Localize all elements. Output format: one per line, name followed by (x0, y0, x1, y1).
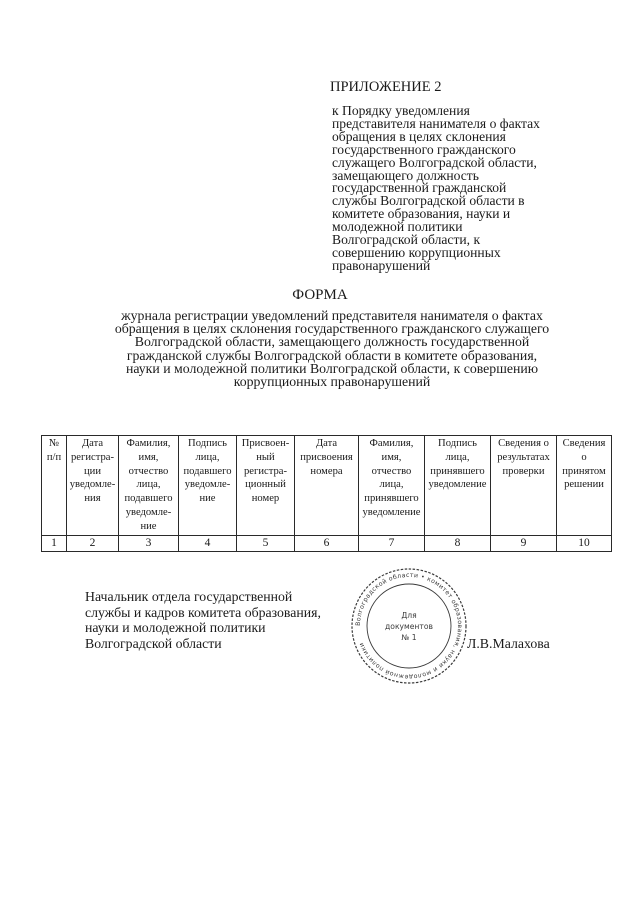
column-number-row (42, 535, 612, 551)
table-header-row (42, 436, 612, 536)
appendix-line: службы Волгоградской области в (332, 193, 525, 209)
appendix-line: обращения в целях склонения (332, 128, 506, 144)
appendix-line: государственного гражданского (332, 141, 516, 157)
appendix-line: совершению коррупционных (332, 244, 501, 260)
column-number-cell: 8 (425, 535, 491, 551)
form-subtitle (82, 309, 582, 388)
appendix-line: Волгоградской области, к (332, 232, 481, 248)
column-number-cell: 4 (179, 535, 237, 551)
header-cell: № п/п (42, 436, 67, 536)
column-number-cell: 10 (557, 535, 612, 551)
header-cell: Сведения о результатах проверки (491, 436, 557, 536)
header-cell: Сведения о принятом решении (557, 436, 612, 536)
appendix-line: комитете образования, науки и (332, 206, 511, 222)
seal-inner-box (383, 606, 435, 646)
column-number-cell: 3 (119, 535, 179, 551)
appendix-line: замещающего должность (332, 167, 479, 183)
column-number-cell: 7 (359, 535, 425, 551)
official-seal (349, 566, 469, 686)
header-cell: Фамилия, имя, отчество лица, подавшего уведомле- ние (119, 436, 179, 536)
signatory-position-line: Начальник отдела государственной (85, 589, 293, 604)
signatory-name: Л.В.Малахова (467, 636, 550, 651)
header-cell: Присвоен- ный регистра- ционный номер (237, 436, 295, 536)
appendix-line: служащего Волгоградской области, (332, 154, 537, 170)
signatory-position-line: службы и кадров комитета образования, (85, 604, 321, 620)
appendix-line: представителя нанимателя о фактах (332, 115, 540, 131)
column-number-cell: 2 (67, 535, 119, 551)
seal-inner-text: документов (385, 622, 433, 631)
appendix-line: молодежной политики (332, 219, 463, 235)
subtitle-line: науки и молодежной политики Волгоградской области, к совершению (125, 360, 539, 376)
form-heading: ФОРМА (292, 287, 348, 303)
appendix-line: к Порядку уведомления (332, 103, 470, 118)
appendix-line: государственной гражданской (332, 180, 507, 196)
seal-ring-text: Волгоградской области • комитет образования, науки и молодежной политики (354, 571, 464, 681)
column-number-cell: 9 (491, 535, 557, 551)
header-cell: Подпись лица, принявшего уведомление (425, 436, 491, 536)
column-number-cell: 6 (295, 535, 359, 551)
column-number-cell: 1 (42, 535, 67, 551)
appendix-title: ПРИЛОЖЕНИЕ 2 (330, 79, 442, 95)
subtitle-line: коррупционных правонарушений (233, 374, 431, 390)
signatory-position-line: Волгоградской области (85, 635, 222, 651)
column-number-cell: 5 (237, 535, 295, 551)
appendix-line: правонарушений (332, 257, 431, 273)
subtitle-line: журнала регистрации уведомлений представителя нанимателя о фактах (121, 308, 543, 323)
subtitle-line: гражданской службы Волгоградской области в комитете образования, (126, 347, 538, 363)
subtitle-line: Волгоградской области, замещающего должность государственной (134, 334, 530, 350)
header-cell: Фамилия, имя, отчество лица, принявшего уведомление (359, 436, 425, 536)
header-cell: Дата присвоения номера (295, 436, 359, 536)
header-cell: Подпись лица, подавшего уведомле- ние (179, 436, 237, 536)
signatory-position-line: науки и молодежной политики (85, 620, 266, 636)
appendix-text (332, 105, 572, 273)
journal-table (41, 435, 612, 552)
seal-inner-text: Для (401, 611, 417, 620)
subtitle-line: обращения в целях склонения государственного гражданского служащего (114, 321, 550, 337)
seal-inner-text: № 1 (401, 633, 417, 642)
header-cell: Дата регистра- ции уведомле- ния (67, 436, 119, 536)
signatory-position (85, 589, 365, 651)
